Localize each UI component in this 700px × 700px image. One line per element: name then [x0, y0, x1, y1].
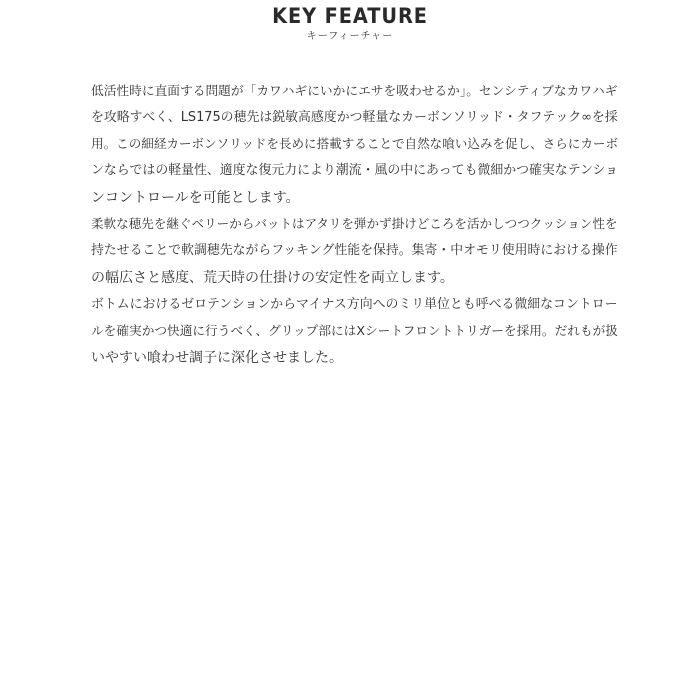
description-line: を攻略すべく、LS175の穂先は鋭敏高感度かつ軽量なカーボンソリッド・タフテック∞を採	[91, 109, 618, 125]
description-line: ボトムにおけるゼロテンションからマイナス方向へのミリ単位とも呼べる微細なコントロー	[91, 296, 618, 312]
page-subtitle: キーフィーチャー	[306, 31, 394, 42]
feature-description	[91, 78, 621, 372]
description-line: いやすい喰わせ調子に深化させました。	[91, 349, 343, 366]
description-line: 用。この細経カーボンソリッドを長めに搭載することで自然な喰い込みを促し、さらにカーボ	[91, 136, 619, 152]
description-line: 持たせることで軟調穂先ながらフッキング性能を保持。集寄・中オモリ使用時における操作	[91, 243, 618, 259]
description-line: の幅広さと感度、荒天時の仕掛けの安定性を両立します。	[91, 269, 454, 286]
description-line: 低活性時に直面する問題が「カワハギにいかにエサを吸わせるか」。センシティブなカワハギ	[91, 83, 618, 98]
description-line: ルを確実かつ快適に行うべく、グリップ部にはXシートフロントトリガーを採用。だれもが扱	[91, 323, 618, 339]
description-line: 柔軟な穂先を継ぐベリーからバットはアタリを弾かず掛けどころを活かしつつクッション性を	[91, 216, 618, 232]
description-line: ンコントロールを可能とします。	[91, 189, 300, 206]
page-title: KEY FEATURE	[272, 4, 428, 28]
description-line: ンならではの軽量性、適度な復元力により潮流・風の中にあっても微細かつ確実なテンショ	[91, 163, 619, 179]
